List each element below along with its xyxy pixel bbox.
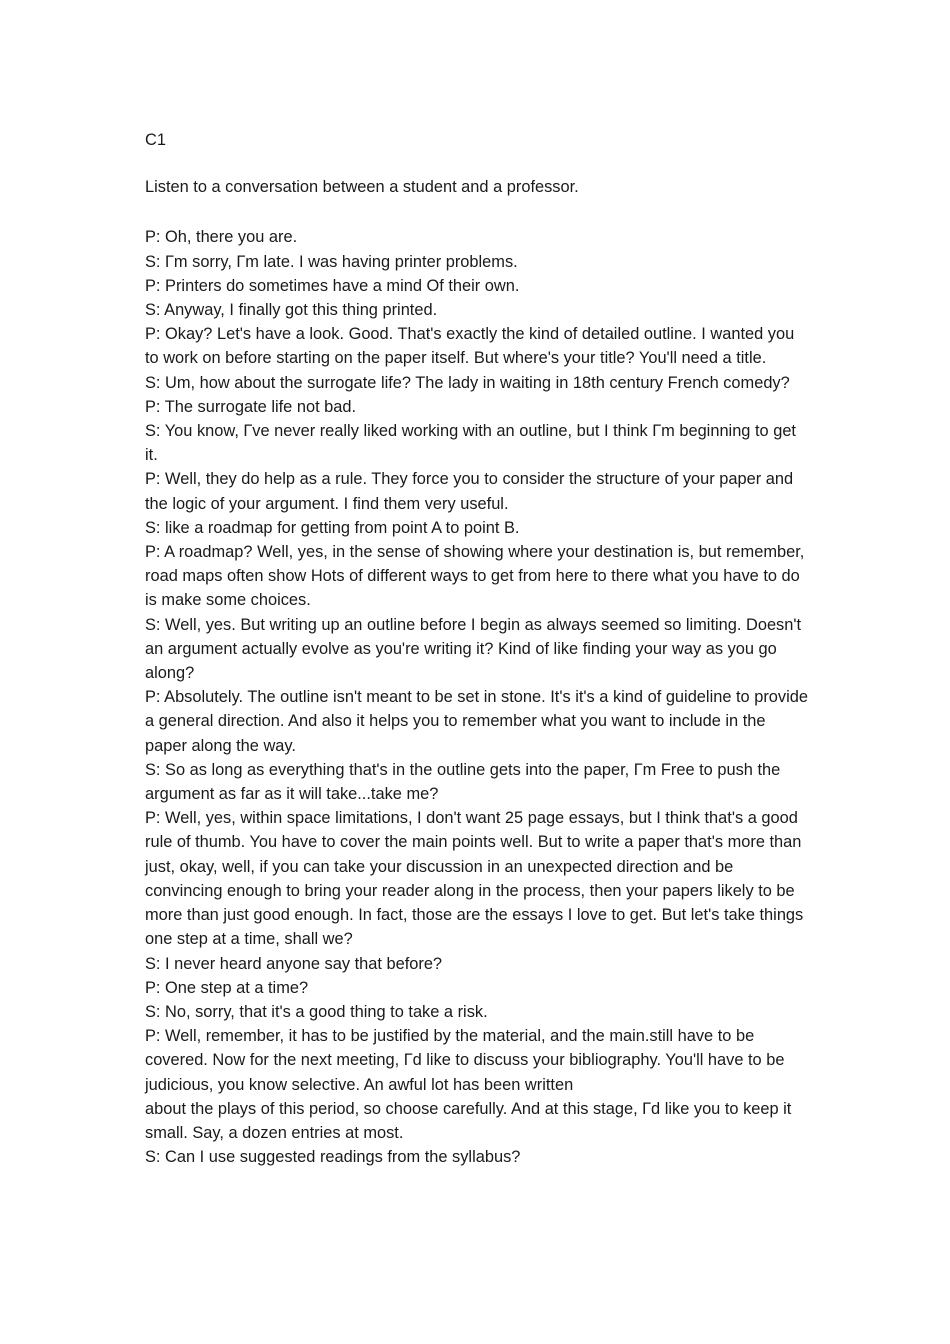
transcript-line: S: Anyway, I finally got this thing printed.: [145, 301, 438, 320]
transcript-line: P: Well, yes, within space limitations, I don't want 25 page essays, but I think that's a good rule of thumb. You have to cover the main points well. But to write a paper that's more than just, okay, well, if you can take your discussion in an unexpected direction and be convincing enough to bring your reader along in the process, then your papers likely to be more than just good enough. In fact, those are the essays I love to get. But let's take things one step at a time, shall we?: [145, 809, 804, 949]
transcript-line: P: One step at a time?: [145, 978, 309, 997]
transcript-line: S: So as long as everything that's in the outline gets into the paper, Гm Free to push the argument as far as it will take...take me?: [145, 760, 781, 804]
transcript-line: P: Oh, there you are.: [145, 228, 298, 247]
transcript-line: S: No, sorry, that it's a good thing to take a risk.: [145, 1002, 488, 1021]
intro-line: Listen to a conversation between a student and a professor.: [145, 178, 579, 197]
transcript-line: S: Um, how about the surrogate life? The lady in waiting in 18th century French comedy?: [145, 373, 790, 392]
transcript-line: S: Can I use suggested readings from the syllabus?: [145, 1148, 521, 1167]
transcript-line: P: Well, remember, it has to be justified by the material, and the main.still have to be covered. Now for the next meeting, Гd like to discuss your bibliography. You'll have to be judicious, you know selective. An awful lot has been written: [145, 1027, 785, 1094]
transcript-line: S: You know, Гve never really liked working with an outline, but I think Гm beginning to get it.: [145, 422, 796, 465]
transcript-line: S: like a roadmap for getting from point A to point B.: [145, 518, 520, 537]
transcript-line: P: Well, they do help as a rule. They force you to consider the structure of your paper and the logic of your argument. I find them very useful.: [145, 470, 794, 513]
section-heading: C1: [145, 131, 166, 149]
document-page: [145, 128, 810, 1169]
transcript-line: P: A roadmap? Well, yes, in the sense of showing where your destination is, but remember, road maps often show Hots of different ways to get from here to there what you have to do is make some choices.: [145, 543, 805, 610]
transcript-line: S: Well, yes. But writing up an outline before I begin as always seemed so limiting. Doesn't an argument actually evolve as you're writing it? Kind of like finding your way as you go along?: [145, 615, 802, 683]
transcript-line: P: The surrogate life not bad.: [145, 397, 357, 416]
transcript-line: S: I never heard anyone say that before?: [145, 954, 443, 973]
transcript-line: P: Printers do sometimes have a mind Of their own.: [145, 276, 520, 295]
transcript-line: P: Okay? Let's have a look. Good. That's exactly the kind of detailed outline. I wanted you to work on before starting on the paper itself. But where's your title? You'll need a title.: [145, 325, 795, 368]
transcript-line: S: Гm sorry, Гm late. I was having printer problems.: [145, 252, 518, 271]
transcript-line: P: Absolutely. The outline isn't meant to be set in stone. It's it's a kind of guideline to provide a general direction. And also it helps you to remember what you want to include in the paper along the way.: [145, 688, 808, 755]
transcript-line: about the plays of this period, so choose carefully. And at this stage, Гd like you to keep it small. Say, a dozen entries at most.: [145, 1099, 792, 1142]
transcript: [145, 225, 810, 1169]
